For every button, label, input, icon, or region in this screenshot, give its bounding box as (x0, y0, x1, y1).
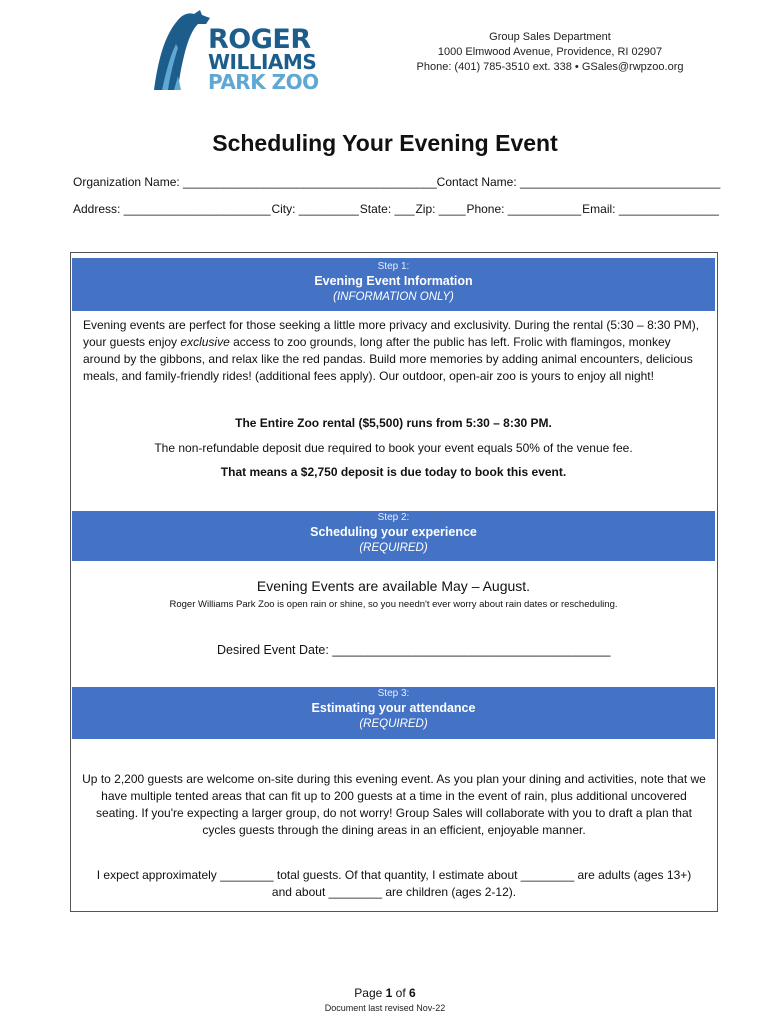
deposit-info: The non-refundable deposit due required to book your event equals 50% of the venue fee. (154, 441, 633, 455)
intro-text-b: access to zoo grounds, long after the public has left. Frolic with flamingos, monkey around by the gibbons, and relax like the red pandas. Build more memories by adding animal encounters, delicious meals, and family-friendly rides! (additional fees apply). Our outdoor, open-air zoo is yours to enjoy all night! (83, 335, 693, 383)
state-field[interactable]: State: ___ (359, 202, 415, 216)
step1-heading: Evening Event Information (314, 274, 473, 288)
step1-label: Step 1: (377, 261, 410, 272)
step3-header (72, 687, 715, 739)
event-form-box (70, 252, 718, 912)
logo-word-park-zoo: PARK ZOO (208, 70, 319, 94)
step2-heading: Scheduling your experience (310, 525, 477, 539)
zip-field[interactable]: Zip: ____ (415, 202, 466, 216)
logo-word-williams: WILLIAMS (208, 50, 317, 74)
page-word: Page (354, 986, 386, 1000)
page-number (0, 986, 770, 1000)
email-field[interactable]: Email: _______________ (582, 202, 719, 216)
page-current: 1 (385, 986, 393, 1000)
intro-text-a: Evening events are perfect for those seeking a little more privacy and exclusivity. During the rental (5:30 – 8:30 PM), your guests enjoy (83, 318, 700, 349)
phone-field[interactable]: Phone: ___________ (466, 202, 582, 216)
contact-address: 1000 Elmwood Avenue, Providence, RI 02907 (437, 46, 663, 58)
intro-emphasis: exclusive (180, 335, 230, 349)
page-total: 6 (409, 986, 416, 1000)
desired-event-date-field[interactable]: Desired Event Date: ________________________________________ (217, 643, 611, 657)
step1-note: (INFORMATION ONLY) (333, 291, 454, 303)
contact-name-field[interactable]: Contact Name: ______________________________ (436, 175, 721, 189)
page-title: Scheduling Your Evening Event (212, 130, 558, 156)
step3-label: Step 3: (377, 688, 410, 699)
logo-word-roger: ROGER (208, 24, 311, 55)
revision-note: Document last revised Nov-22 (324, 1003, 446, 1013)
organization-name-field[interactable]: Organization Name: ______________________________________ (73, 175, 437, 189)
contact-phone-email: Phone: (401) 785-3510 ext. 338 • GSales@rwpzoo.org (416, 61, 684, 73)
contact-department: Group Sales Department (489, 31, 611, 43)
deposit-due: That means a $2,750 deposit is due today to book this event. (220, 465, 567, 479)
step3-heading: Estimating your attendance (311, 701, 476, 715)
step2-header (72, 511, 715, 561)
city-field[interactable]: City: _________ (271, 202, 359, 216)
zoo-logo (148, 6, 333, 92)
step1-header (72, 258, 715, 311)
of-word: of (392, 986, 410, 1000)
guests-info: Up to 2,200 guests are welcome on-site during this evening event. As you plan your dining and activities, note that we have multiple tented areas that can fit up to 200 guests at a time in the event of rain, plus additional uncovered seating. If you're expecting a larger group, do not worry! Group Sales will collaborate with you to draft a plan that cycles guests through the dining areas in an efficient, enjoyable manner. (82, 772, 706, 837)
step2-note: (REQUIRED) (359, 542, 428, 554)
step1-intro (83, 317, 709, 385)
rain-text: Roger Williams Park Zoo is open rain or shine, so you needn't ever worry about rain dates or rescheduling. (169, 599, 618, 610)
step3-note: (REQUIRED) (359, 718, 428, 730)
address-field[interactable]: Address: ______________________ (73, 202, 271, 216)
availability-text: Evening Events are available May – August. (256, 578, 531, 594)
guest-estimate-field[interactable]: I expect approximately ________ total guests. Of that quantity, I estimate about ________ are adults (ages 13+) and about ________ are children (ages 2-12). (96, 868, 692, 899)
contact-block (400, 30, 700, 75)
field-row-address (73, 202, 719, 216)
step2-label: Step 2: (377, 512, 410, 523)
field-row-organization (73, 175, 719, 189)
rental-info: The Entire Zoo rental ($5,500) runs from 5:30 – 8:30 PM. (235, 416, 552, 430)
